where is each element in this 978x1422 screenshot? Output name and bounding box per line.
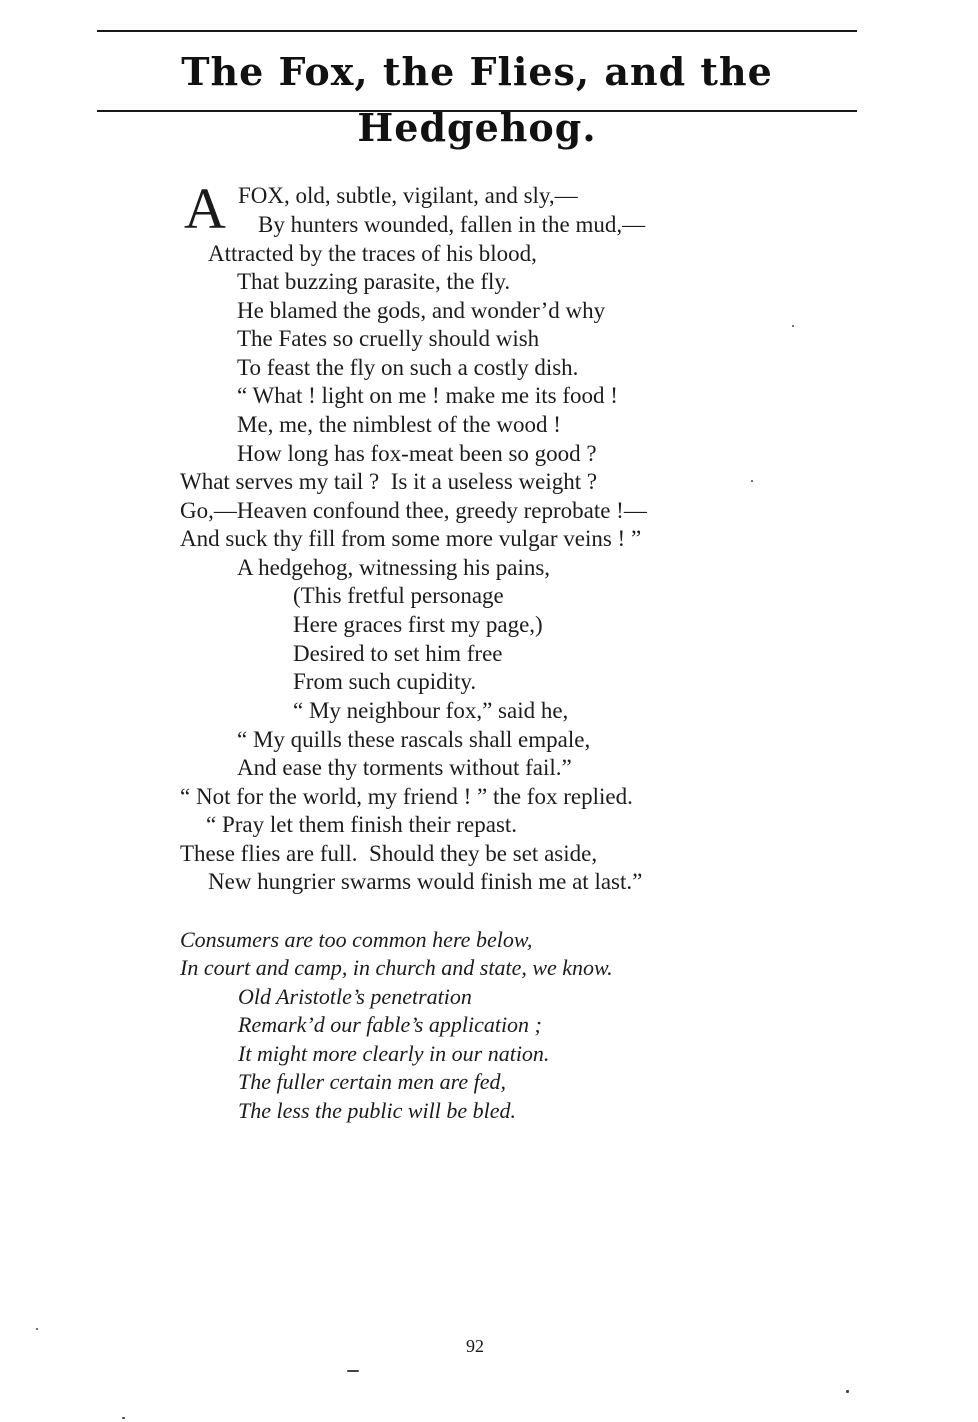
poem-line: Here graces first my page,) xyxy=(293,612,543,637)
title-bottom-rule xyxy=(97,110,857,112)
poem-line: What serves my tail ? Is it a useless weight ? xyxy=(180,469,598,494)
poem-line: How long has fox-meat been so good ? xyxy=(237,441,597,466)
title-top-rule xyxy=(97,30,857,32)
poem-line: Go,—Heaven confound thee, greedy reprobate !— xyxy=(180,498,647,523)
moral-line: Consumers are too common here below, xyxy=(180,927,533,952)
scan-speck xyxy=(347,1370,359,1372)
moral-line: Remark’d our fable’s application ; xyxy=(238,1012,542,1037)
poem-line: And ease thy torments without fail.” xyxy=(237,755,572,780)
moral-line: In court and camp, in church and state, we know. xyxy=(180,955,613,980)
moral-line: The less the public will be bled. xyxy=(238,1098,517,1123)
page-number: 92 xyxy=(466,1336,484,1356)
poem-line: Desired to set him free xyxy=(293,641,503,666)
poem-line: New hungrier swarms would finish me at last.” xyxy=(208,869,643,894)
scan-speck xyxy=(36,1328,38,1330)
poem-line: These flies are full. Should they be set aside, xyxy=(180,841,598,866)
scan-speck xyxy=(846,1390,849,1393)
poem-line: FOX, old, subtle, vigilant, and sly,— xyxy=(238,183,578,208)
poem-line: From such cupidity. xyxy=(293,669,477,694)
poem-line: (This fretful personage xyxy=(293,583,504,608)
scan-speck xyxy=(122,1417,125,1419)
poem-line: A hedgehog, witnessing his pains, xyxy=(237,555,551,580)
poem-line: That buzzing parasite, the fly. xyxy=(237,269,511,294)
drop-cap: A xyxy=(184,176,226,241)
poem-line: “ My quills these rascals shall empale, xyxy=(237,727,591,752)
poem-line: And suck thy fill from some more vulgar veins ! ” xyxy=(180,526,642,551)
poem-line: The Fates so cruelly should wish xyxy=(237,326,540,351)
poem-line: Me, me, the nimblest of the wood ! xyxy=(237,412,561,437)
poem-line: “ Not for the world, my friend ! ” the fox replied. xyxy=(180,784,633,809)
poem-line: “ Pray let them finish their repast. xyxy=(206,812,518,837)
moral-line: It might more clearly in our nation. xyxy=(238,1041,550,1066)
scan-speck xyxy=(751,480,753,482)
poem-line: To feast the fly on such a costly dish. xyxy=(237,355,579,380)
poem-line: “ My neighbour fox,” said he, xyxy=(293,698,569,723)
poem-line: By hunters wounded, fallen in the mud,— xyxy=(258,212,646,237)
scan-speck xyxy=(792,325,794,327)
moral-line: Old Aristotle’s penetration xyxy=(238,984,472,1009)
poem-line: Attracted by the traces of his blood, xyxy=(208,241,537,266)
moral-line: The fuller certain men are fed, xyxy=(238,1069,507,1094)
poem-line: “ What ! light on me ! make me its food ! xyxy=(237,383,618,408)
poem-line: He blamed the gods, and wonder’d why xyxy=(237,298,606,323)
page-title: The Fox, the Flies, and the Hedgehog. xyxy=(181,49,773,150)
